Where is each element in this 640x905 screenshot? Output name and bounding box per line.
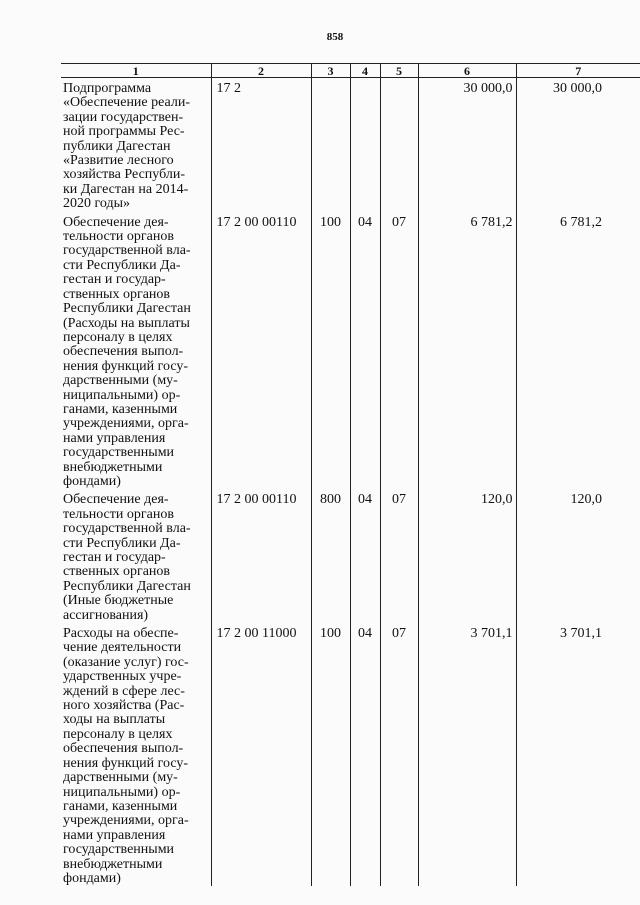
table-row: [61, 489, 640, 623]
row-expense-type: 800: [311, 489, 350, 623]
row-sum-col7: 120,0: [516, 489, 640, 623]
row-sum-col6: 3 701,1: [418, 623, 516, 886]
description-line: ственных органов: [63, 564, 171, 580]
description-line: государственной вла-: [63, 521, 191, 537]
row-section: 04: [350, 212, 380, 490]
row-subsection: 07: [380, 212, 418, 490]
description-line: ки Дагестан на 2014-: [63, 181, 189, 197]
description-line: нения функций госу-: [63, 358, 189, 374]
description-line: учреждениями, орга-: [63, 813, 189, 829]
description-line: фондами): [63, 473, 121, 489]
description-line: внебюджетными: [63, 856, 163, 872]
description-line: ассигнования): [63, 607, 149, 623]
description-line: ударственных учре-: [63, 669, 182, 685]
row-sum-col7: 3 701,1: [516, 623, 640, 886]
description-line: ственных органов: [63, 286, 171, 302]
description-line: ждений в сфере лес-: [63, 683, 185, 699]
description-line: учреждениями, орга-: [63, 416, 189, 432]
column-header: 7: [516, 64, 640, 78]
row-description: [61, 489, 211, 623]
description-line: ганами, казенными: [63, 401, 178, 417]
row-subsection: 07: [380, 623, 418, 886]
page-number: 858: [326, 31, 344, 43]
column-header: 3: [311, 64, 350, 78]
header-row: [61, 64, 640, 78]
row-code: 17 2: [211, 78, 311, 212]
description-line: гестан и государ-: [63, 550, 166, 565]
description-line: обеспечения выпол-: [63, 344, 184, 360]
row-description: [61, 623, 211, 886]
row-section: 04: [350, 489, 380, 623]
table-row: [61, 623, 640, 886]
description-line: Расходы на обеспе-: [63, 626, 179, 642]
description-line: фондами): [63, 870, 121, 886]
description-line: ниципальными) ор-: [63, 784, 181, 800]
budget-table: [61, 63, 640, 886]
description-line: хозяйства Республи-: [63, 167, 186, 183]
description-line: чение деятельности: [63, 640, 182, 656]
description-line: сти Республики Да-: [63, 257, 181, 273]
description-line: внебюджетными: [63, 459, 163, 475]
description-line: (оказание услуг) гос-: [63, 654, 189, 670]
description-line: нами управления: [63, 430, 166, 446]
description-line: обеспечения выпол-: [63, 741, 184, 757]
row-expense-type: [311, 78, 350, 212]
description-line: Подпрограмма: [63, 81, 152, 96]
row-description: [61, 212, 211, 490]
description-line: Обеспечение дея-: [63, 492, 169, 508]
row-code: 17 2 00 00110: [211, 489, 311, 623]
description-line: сти Республики Да-: [63, 535, 181, 551]
column-header: 1: [61, 64, 211, 78]
description-line: персоналу в целях: [63, 726, 173, 742]
description-line: гестан и государ-: [63, 272, 166, 288]
description-line: государственными: [63, 445, 175, 461]
row-sum-col7: 30 000,0: [516, 78, 640, 212]
description-line: 2020 годы»: [63, 196, 131, 212]
description-line: «Развитие лесного: [63, 153, 174, 169]
description-line: дарственными (му-: [63, 373, 178, 389]
row-expense-type: 100: [311, 212, 350, 490]
description-line: ганами, казенными: [63, 798, 178, 814]
description-line: Обеспечение дея-: [63, 214, 169, 230]
description-line: (Иные бюджетные: [63, 593, 174, 609]
description-line: персоналу в целях: [63, 329, 173, 345]
table-row: [61, 212, 640, 490]
row-subsection: 07: [380, 489, 418, 623]
description-line: ниципальными) ор-: [63, 387, 181, 403]
description-line: государственными: [63, 842, 175, 858]
description-line: тельности органов: [63, 229, 174, 245]
column-header: 4: [350, 64, 380, 78]
row-code: 17 2 00 00110: [211, 212, 311, 490]
row-code: 17 2 00 11000: [211, 623, 311, 886]
description-line: государственной вла-: [63, 243, 191, 259]
row-sum-col7: 6 781,2: [516, 212, 640, 490]
description-line: (Расходы на выплаты: [63, 315, 190, 331]
description-line: зации государствен-: [63, 109, 184, 125]
description-line: дарственными (му-: [63, 770, 178, 786]
row-sum-col6: 120,0: [418, 489, 516, 623]
description-line: Республики Дагестан: [63, 578, 191, 594]
row-section: 04: [350, 623, 380, 886]
row-expense-type: 100: [311, 623, 350, 886]
description-line: нами управления: [63, 827, 166, 843]
row-section: [350, 78, 380, 212]
table-row: [61, 78, 640, 212]
column-header: 5: [380, 64, 418, 78]
description-line: Республики Дагестан: [63, 301, 191, 317]
row-description: [61, 78, 211, 212]
row-subsection: [380, 78, 418, 212]
row-sum-col6: 30 000,0: [418, 78, 516, 212]
column-header: 2: [211, 64, 311, 78]
column-header: 6: [418, 64, 516, 78]
description-line: нения функций госу-: [63, 755, 189, 771]
description-line: ного хозяйства (Рас-: [63, 698, 185, 714]
row-sum-col6: 6 781,2: [418, 212, 516, 490]
description-line: «Обеспечение реали-: [63, 95, 190, 111]
description-line: тельности органов: [63, 506, 174, 522]
description-line: ходы на выплаты: [63, 712, 166, 728]
description-line: ной программы Рес-: [63, 124, 185, 140]
description-line: публики Дагестан: [63, 138, 171, 154]
